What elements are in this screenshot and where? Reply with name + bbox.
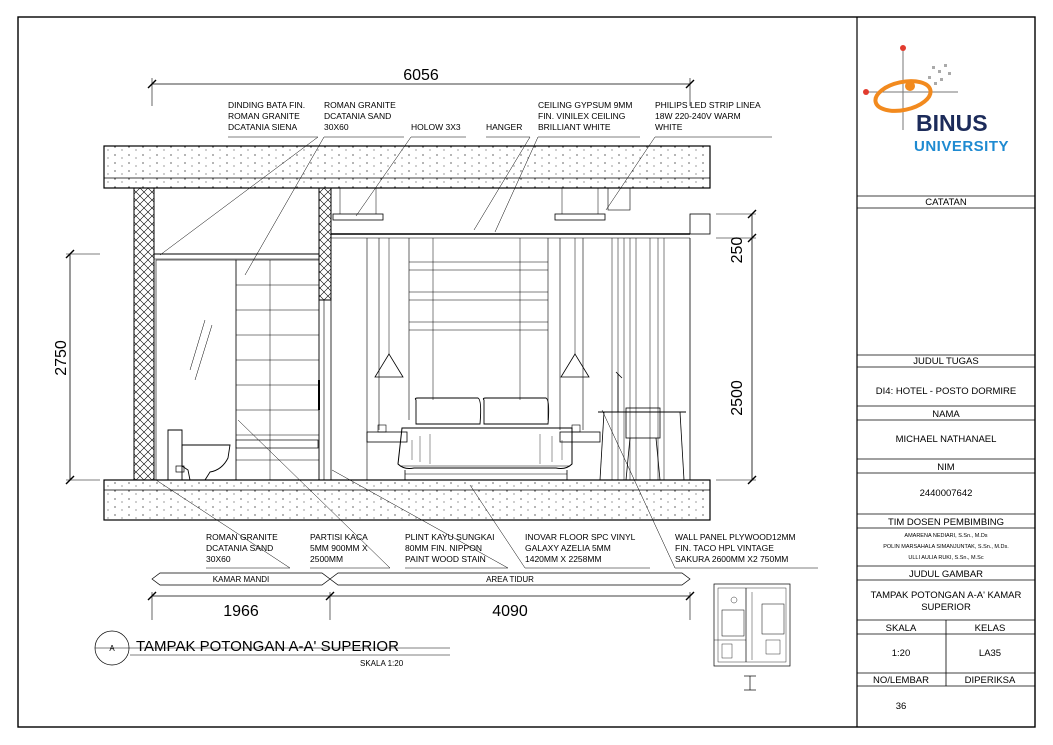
sheet-border: [18, 17, 1035, 727]
skala-value: 1:20: [891, 648, 911, 659]
judul-tugas-label: JUDUL TUGAS: [913, 356, 979, 367]
note-inovar-floor: INOVAR FLOOR SPC VINYL GALAXY AZELIA 5MM 1420MM X 2258MM: [525, 532, 636, 564]
top-annotations: [228, 100, 761, 132]
diperiksa-label: DIPERIKSA: [964, 675, 1016, 686]
note-holow: HOLOW 3X3: [411, 122, 461, 132]
skala-label: SKALA: [885, 623, 917, 634]
title-marker: A: [109, 644, 115, 653]
note-plint-kayu: PLINT KAYU SUNGKAI 80MM FIN. NIPPON PAINT WOOD STAIN: [405, 532, 495, 564]
nama-value: MICHAEL NATHANAEL: [895, 434, 997, 445]
nim-label: NIM: [937, 462, 955, 473]
dim-ceiling-height: 2500: [729, 380, 746, 416]
key-plan: [714, 584, 790, 690]
tim-dosen-1: AMARENA NEDIARI, S.Sn., M.Ds: [904, 533, 988, 539]
section-elevation: [104, 146, 710, 520]
logo-binus: BINUS: [916, 110, 988, 136]
tim-dosen-label: TIM DOSEN PEMBIMBING: [887, 517, 1005, 528]
note-roman-granite-top: ROMAN GRANITE DCATANIA SAND 30X60: [324, 100, 396, 132]
judul-gambar-line2: SUPERIOR: [921, 602, 971, 613]
drawing-title: TAMPAK POTONGAN A-A' SUPERIOR: [136, 638, 399, 655]
dim-bathroom-width: 1966: [223, 603, 259, 620]
note-partisi-kaca: PARTISI KACA 5MM 900MM X 2500MM: [310, 532, 368, 564]
note-roman-granite-bottom: ROMAN GRANITE DCATANIA SAND 30X60: [206, 532, 278, 564]
note-dinding-bata: DINDING BATA FIN. ROMAN GRANITE DCATANIA SIENA: [228, 100, 306, 132]
kelas-label: KELAS: [974, 623, 1006, 634]
note-led-strip: PHILIPS LED STRIP LINEA 18W 220-240V WARM WHITE: [655, 100, 761, 132]
tim-dosen-3: ULLI AULIA RUKI, S.Sn., M.Sc: [908, 555, 984, 561]
nim-value: 2440007642: [919, 488, 973, 499]
judul-gambar-line1: TAMPAK POTONGAN A-A' KAMAR: [870, 590, 1022, 601]
catatan-label: CATATAN: [925, 197, 967, 208]
zone-bedroom-label: AREA TIDUR: [486, 575, 534, 584]
note-hanger: HANGER: [486, 122, 523, 132]
note-wall-panel: WALL PANEL PLYWOOD12MM FIN. TACO HPL VINTAGE SAKURA 2600MM X2 750MM: [675, 532, 796, 564]
judul-tugas-value: DI4: HOTEL - POSTO DORMIRE: [875, 386, 1017, 397]
drawing-scale: SKALA 1:20: [360, 659, 404, 668]
logo-university: UNIVERSITY: [914, 138, 1010, 155]
dim-ceiling-drop: 250: [729, 236, 746, 264]
zone-bathroom-label: KAMAR MANDI: [212, 575, 270, 584]
dim-total-height: 2750: [53, 340, 70, 376]
dim-bedroom-width: 4090: [492, 603, 528, 620]
tim-dosen-2: POLIN MARSAHALA SIMANJUNTAK, S.Sn., M.Ds.: [883, 544, 1009, 550]
kelas-value: LA35: [978, 648, 1002, 659]
bottom-annotations: [206, 532, 796, 564]
no-lembar-label: NO/LEMBAR: [873, 675, 929, 686]
no-lembar-value: 36: [895, 701, 907, 712]
note-ceiling-gypsum: CEILING GYPSUM 9MM FIN. VINILEX CEILING BRILLIANT WHITE: [538, 100, 633, 132]
nama-label: NAMA: [932, 409, 960, 420]
judul-gambar-label: JUDUL GAMBAR: [908, 569, 984, 580]
dim-total-width: 6056: [403, 67, 439, 84]
